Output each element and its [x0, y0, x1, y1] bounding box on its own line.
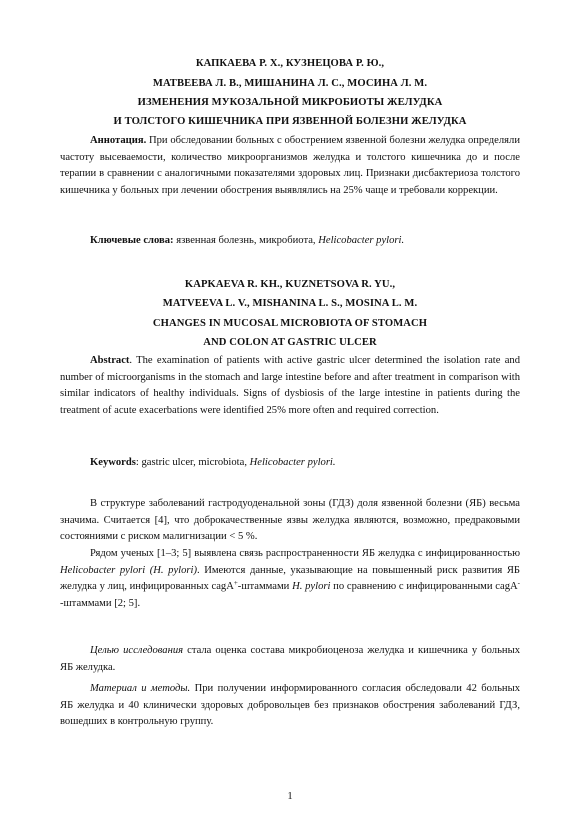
- ru-abstract-label: Аннотация.: [90, 135, 147, 146]
- en-authors-line-1: KAPKAEVA R. KH., KUZNETSOVA R. YU.,: [184, 279, 396, 290]
- en-abstract-text: . The examination of patients with active gastric ulcer determined the isolation rate and number of microorganisms in the stomach and large intestine before and after treatment in comparison with similar indicators of healthy individuals. Signs of dysbiosis of the large intestine in patients during the treatment of acute exacerbations were identified 25% more often and required correction.: [60, 355, 520, 416]
- body-paragraph-1: В структуре заболеваний гастродуоденальной зоны (ГДЗ) доля язвенной болезни (ЯБ) весьма значима. Считается [4], что доброкачественные язвы желудка являются, возможно, предраковыми состояниями с риском малигнизации < 5 %.: [60, 498, 520, 542]
- p3-text: стала оценка состава микробиоценоза желудка и кишечника у больных ЯБ желудка.: [60, 645, 520, 673]
- en-abstract-label: Abstract: [90, 355, 130, 366]
- body-paragraph-4: [60, 681, 520, 731]
- ru-title-line-1: ИЗМЕНЕНИЯ МУКОЗАЛЬНОЙ МИКРОБИОТЫ ЖЕЛУДКА: [137, 97, 443, 108]
- ru-authors-line-2: МАТВЕЕВА Л. В., МИШАНИНА Л. С., МОСИНА Л. М.: [152, 78, 428, 89]
- ru-abstract-text: При обследовании больных с обострением язвенной болезни желудка определяли частоту высеваемости, количество микроорганизмов желудка и толстого кишечника до и после терапии в сравнении с аналогичными показателями здоровых лиц. Признаки дисбактериоза толстого кишечника у больных при лечении обострения выявлялись на 25% чаще и требовали коррекции.: [60, 135, 520, 196]
- p4-text: При получении информированного согласия обследовали 42 больных ЯБ желудка и 40 клинически здоровых добровольцев без признаков обострения заболеваний ГДЗ, вошедших в контрольную группу.: [60, 683, 520, 727]
- p2-sup-minus: -: [517, 579, 520, 587]
- en-keywords: [60, 455, 520, 472]
- page-number: 1: [287, 791, 293, 802]
- p2-text-g: -штаммами [2; 5].: [60, 597, 141, 609]
- body-paragraph-3: [60, 643, 520, 676]
- p4-italic-lead: Материал и методы.: [90, 683, 191, 694]
- ru-abstract: [60, 133, 520, 199]
- en-title-line-1: CHANGES IN MUCOSAL MICROBIOTA OF STOMACH: [152, 318, 428, 329]
- p2-italic-hp: Helicobacter pylori (H. pylori): [60, 564, 197, 576]
- p2-italic-hp-2: H. pylori: [292, 581, 331, 592]
- ru-keywords-text: язвенная болезнь, микробиота,: [173, 235, 319, 246]
- en-abstract: [60, 353, 520, 419]
- en-keywords-text: : gastric ulcer, microbiota,: [135, 457, 250, 468]
- p2-sup-plus: +: [233, 579, 238, 587]
- ru-authors-line-1: КАПКАЕВА Р. Х., КУЗНЕЦОВА Р. Ю.,: [195, 58, 385, 69]
- p3-italic-lead: Целью исследования: [90, 645, 184, 656]
- ru-keywords-label: Ключевые слова:: [90, 235, 174, 246]
- ru-title-line-2: И ТОЛСТОГО КИШЕЧНИКА ПРИ ЯЗВЕННОЙ БОЛЕЗНИ ЖЕЛУДКА: [113, 116, 467, 127]
- ru-keywords-italic: Helicobacter pylori.: [318, 235, 405, 246]
- p2-text-d: -штаммами: [237, 581, 293, 592]
- ru-keywords: [60, 233, 520, 250]
- p2-text-f: по сравнению с инфицированными cagA: [330, 581, 518, 592]
- p2-text-a: Рядом ученых [1–3; 5] выявлена связь распространенности ЯБ желудка с инфицированностью: [90, 548, 520, 559]
- en-keywords-label: Keywords: [90, 457, 136, 468]
- en-keywords-italic: Helicobacter pylori.: [249, 457, 336, 468]
- body-paragraph-2: [60, 546, 520, 612]
- en-authors-line-2: MATVEEVA L. V., MISHANINA L. S., MOSINA L. M.: [162, 298, 418, 309]
- en-title-line-2: AND COLON AT GASTRIC ULCER: [203, 337, 377, 348]
- p2-text-c: . Имеются данные, указывающие на повышенный риск развития ЯБ желудка у лиц, инфицированных cagA: [60, 564, 520, 592]
